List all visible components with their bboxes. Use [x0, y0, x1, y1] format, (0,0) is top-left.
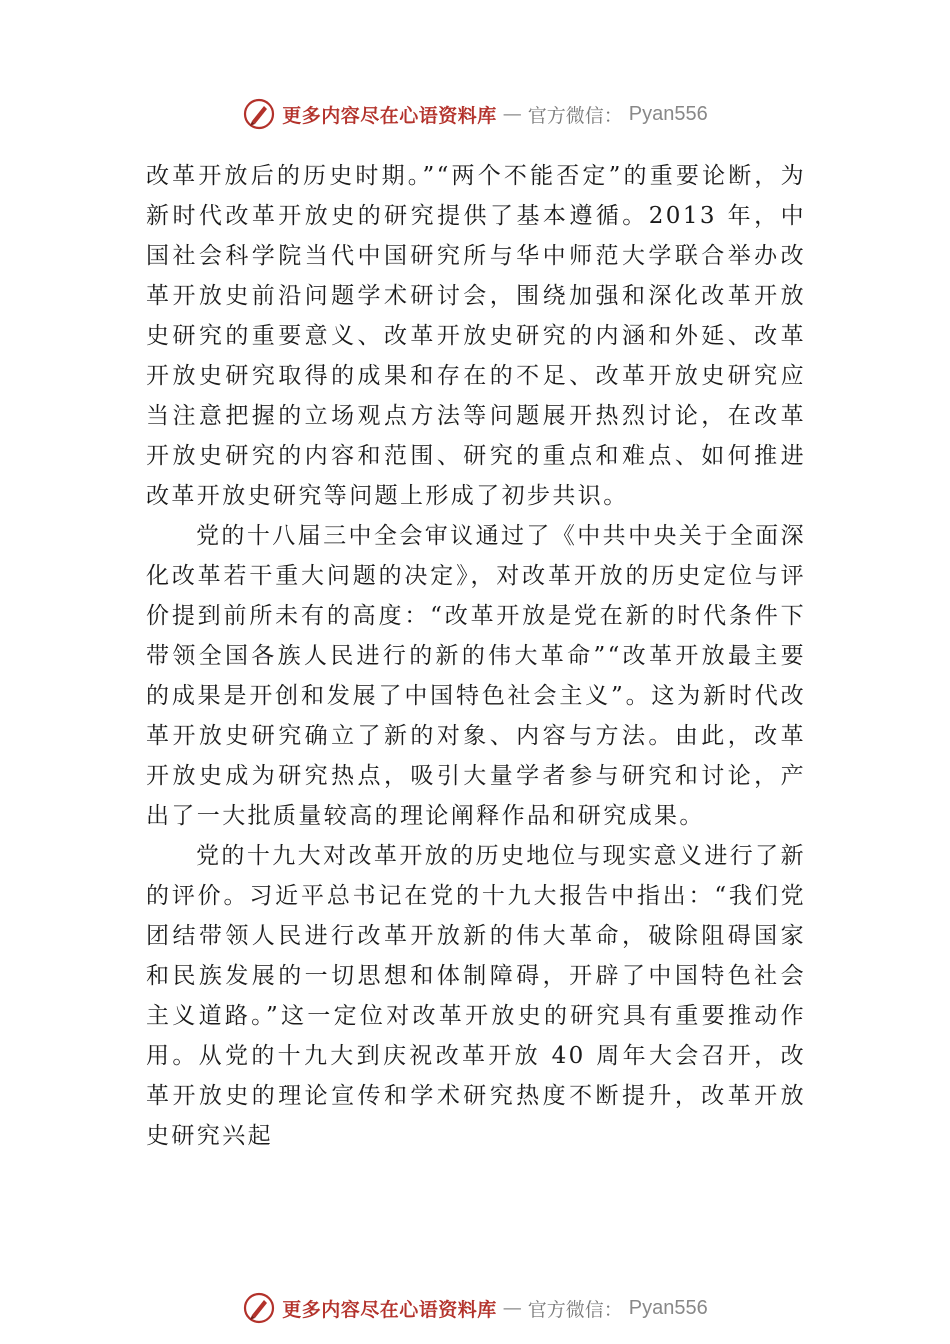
document-body — [146, 156, 806, 1156]
footer-dash: — — [502, 1297, 522, 1319]
paragraph-2: 党的十八届三中全会审议通过了《中共中央关于全面深化改革若干重大问题的决定》，对改革开放的历史定位与评价提到前所未有的高度：“改革开放是党在新的时代条件下带领全国各族人民进行的新的伟大革命”“改革开放最主要的成果是开创和发展了中国特色社会主义”。这为新时代改 革开放史研究确立了新的对象、内容与方法。由此，改革开放史成为研究热点，吸引大量学者参与研究和讨论，产出了一大批质量较高的理论阐释作品和研究成果。 — [146, 523, 806, 829]
paragraph-3: 党的十九大对改革开放的历史地位与现实意义进行了新的评价。习近平总书记在党的十九大报告中指出：“我们党团结带领人民进行改革开放新的伟大革命，破除阻碍国家和民族发展的一切思想和体制障碍，开辟了中国特色社会主义道路。”这一定位对改革开放史的研究具有重要推动作用。从党的十九大到庆祝改革开放 40 周年大会召开，改革开放史的理论宣传和学术研究热度不断提升，改革开放史研究兴起 — [146, 843, 806, 1149]
footer-official-label: 官方微信： — [527, 1298, 623, 1321]
paragraph-1: 改革开放后的历史时期。”“两个不能否定”的重要论断，为新时代改革开放史的研究提供了基本遵循。2013 年，中国社会科学院当代中国研究所与华中师范大学联合举办改革开放史前沿问题学术研讨会，围绕加强和深化改革开放史研究的重要意义、改革开放史研究的内涵和外延、改革开放史研究取得的成果和存在的不足、改革开放史研究应当注意把握的立场观点方法等问题展开热烈讨论，在改革开放史研究的内容和范围、研究的重点和难点、如何推进改革开放史研究等问题上形成了初步共识。 — [146, 163, 806, 509]
pen-logo-icon — [242, 97, 276, 131]
footer-account-id: Pyan556 — [628, 1296, 708, 1319]
header-brand-text: 更多内容尽在心语资料库 — [282, 104, 497, 127]
header-account-id: Pyan556 — [628, 102, 708, 125]
pen-logo-icon — [242, 1291, 276, 1325]
footer-watermark-banner — [0, 1288, 950, 1328]
header-watermark-banner — [0, 94, 950, 134]
header-official-label: 官方微信： — [527, 104, 623, 127]
footer-brand-text: 更多内容尽在心语资料库 — [282, 1298, 497, 1321]
header-dash: — — [502, 103, 522, 125]
